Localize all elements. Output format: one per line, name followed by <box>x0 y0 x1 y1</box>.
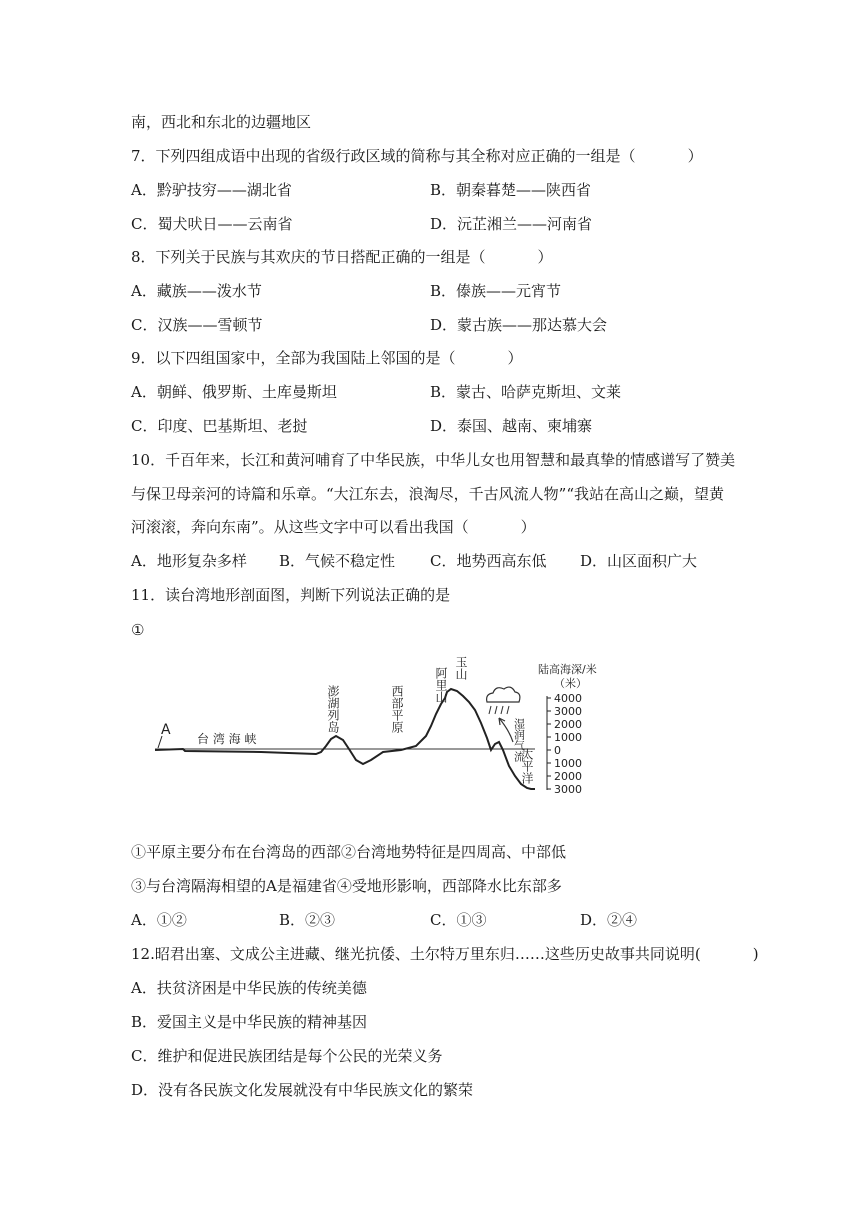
axis-tick-label: 3000 <box>554 705 582 718</box>
answer-paren: ） <box>687 147 703 165</box>
q11-option-c: C．①③ <box>430 911 487 929</box>
point-a-label: A <box>161 722 171 738</box>
axis-tick-label: 1000 <box>554 731 582 744</box>
axis-tick-label: 3000 <box>554 783 582 796</box>
axis-unit: （米） <box>554 677 587 690</box>
west-plain-label: 西部平原 <box>390 685 404 733</box>
q11-option-a: A．①② <box>131 911 187 929</box>
answer-paren: ） <box>537 248 553 266</box>
answer-paren: ） <box>520 518 536 536</box>
question-10-line-2: 与保卫母亲河的诗篇和乐章。“大江东去，浪淘尽，千古风流人物”“我站在高山之巅，望黄 <box>131 485 725 503</box>
q11-option-b: B．②③ <box>279 911 336 929</box>
axis-title: 陆高海深/米 <box>538 663 597 676</box>
question-10-line-3 <box>131 517 536 537</box>
q9-option-c: C．印度、巴基斯坦、老挝 <box>131 417 308 435</box>
q11-option-d: D．②④ <box>580 911 638 929</box>
question-12 <box>131 944 759 964</box>
cloud-icon <box>487 687 520 714</box>
q9-option-b: B．蒙古、哈萨克斯坦、文莱 <box>430 383 622 401</box>
q12-option-d: D．没有各民族文化发展就没有中华民族文化的繁荣 <box>131 1081 474 1099</box>
q8-option-d: D．蒙古族——那达慕大会 <box>430 316 608 334</box>
penghu-label: 澎湖列岛 <box>326 685 340 733</box>
question-8-text: 8．下列关于民族与其欢庆的节日搭配正确的一组是（ <box>131 248 486 266</box>
answer-paren: ) <box>752 945 759 963</box>
axis-ticks <box>547 692 582 796</box>
figure-marker: ① <box>131 621 145 639</box>
question-10-text: 河滚滚，奔向东南”。从这些文字中可以看出我国（ <box>131 518 469 536</box>
q10-option-a: A．地形复杂多样 <box>131 552 247 570</box>
humid-air-label: 湿润气流 <box>512 718 526 762</box>
q9-option-a: A．朝鲜、俄罗斯、土库曼斯坦 <box>131 383 337 401</box>
q8-option-c: C．汉族——雪顿节 <box>131 316 263 334</box>
statement-line-2: ③与台湾隔海相望的A是福建省④受地形影响，西部降水比东部多 <box>131 877 562 895</box>
q7-option-b: B．朝秦暮楚——陕西省 <box>430 181 592 199</box>
q7-option-d: D．沅芷湘兰——河南省 <box>430 215 593 233</box>
yushan-label: 玉山 <box>454 656 468 680</box>
pacific-label: 太平洋 <box>520 748 534 784</box>
axis-tick-label: 1000 <box>554 757 582 770</box>
q12-option-b: B．爱国主义是中华民族的精神基因 <box>131 1013 368 1031</box>
q12-option-c: C．维护和促进民族团结是每个公民的光荣义务 <box>131 1047 443 1065</box>
question-7 <box>131 146 703 166</box>
axis-tick-label: 4000 <box>554 692 582 705</box>
q10-option-c: C．地势西高东低 <box>430 552 547 570</box>
answer-paren: ） <box>507 349 523 367</box>
question-8 <box>131 247 553 267</box>
q7-option-a: A．黔驴技穷——湖北省 <box>131 181 292 199</box>
question-9-text: 9．以下四组国家中，全部为我国陆上邻国的是（ <box>131 349 456 367</box>
axis-tick-label: 2000 <box>554 718 582 731</box>
continued-text: 南，西北和东北的边疆地区 <box>131 113 312 131</box>
q12-option-a: A．扶贫济困是中华民族的传统美德 <box>131 979 367 997</box>
question-10-line-1: 10．千百年来，长江和黄河哺育了中华民族，中华儿女也用智慧和最真挚的情感谱写了赞美 <box>131 451 736 469</box>
q9-option-d: D．泰国、越南、柬埔寨 <box>430 417 593 435</box>
q10-option-b: B．气候不稳定性 <box>279 552 396 570</box>
question-11: 11．读台湾地形剖面图，判断下列说法正确的是 <box>131 586 451 604</box>
taiwan-profile-figure <box>131 618 601 800</box>
question-12-text: 12.昭君出塞、文成公主进藏、继光抗倭、土尔特万里东归……这些历史故事共同说明( <box>131 945 701 963</box>
question-7-text: 7．下列四组成语中出现的省级行政区域的简称与其全称对应正确的一组是（ <box>131 147 636 165</box>
axis-tick-label: 2000 <box>554 770 582 783</box>
q8-option-b: B．傣族——元宵节 <box>430 282 562 300</box>
q8-option-a: A．藏族——泼水节 <box>131 282 262 300</box>
statement-line-1: ①平原主要分布在台湾岛的西部②台湾地势特征是四周高、中部低 <box>131 843 567 861</box>
q10-option-d: D．山区面积广大 <box>580 552 698 570</box>
wind-arrow-icon <box>499 718 513 742</box>
question-9 <box>131 348 523 368</box>
alishan-label: 阿里山 <box>434 667 448 703</box>
axis-tick-label: 0 <box>554 744 561 757</box>
q7-option-c: C．蜀犬吠日——云南省 <box>131 215 293 233</box>
strait-label: 台 湾 海 峡 <box>197 732 257 746</box>
